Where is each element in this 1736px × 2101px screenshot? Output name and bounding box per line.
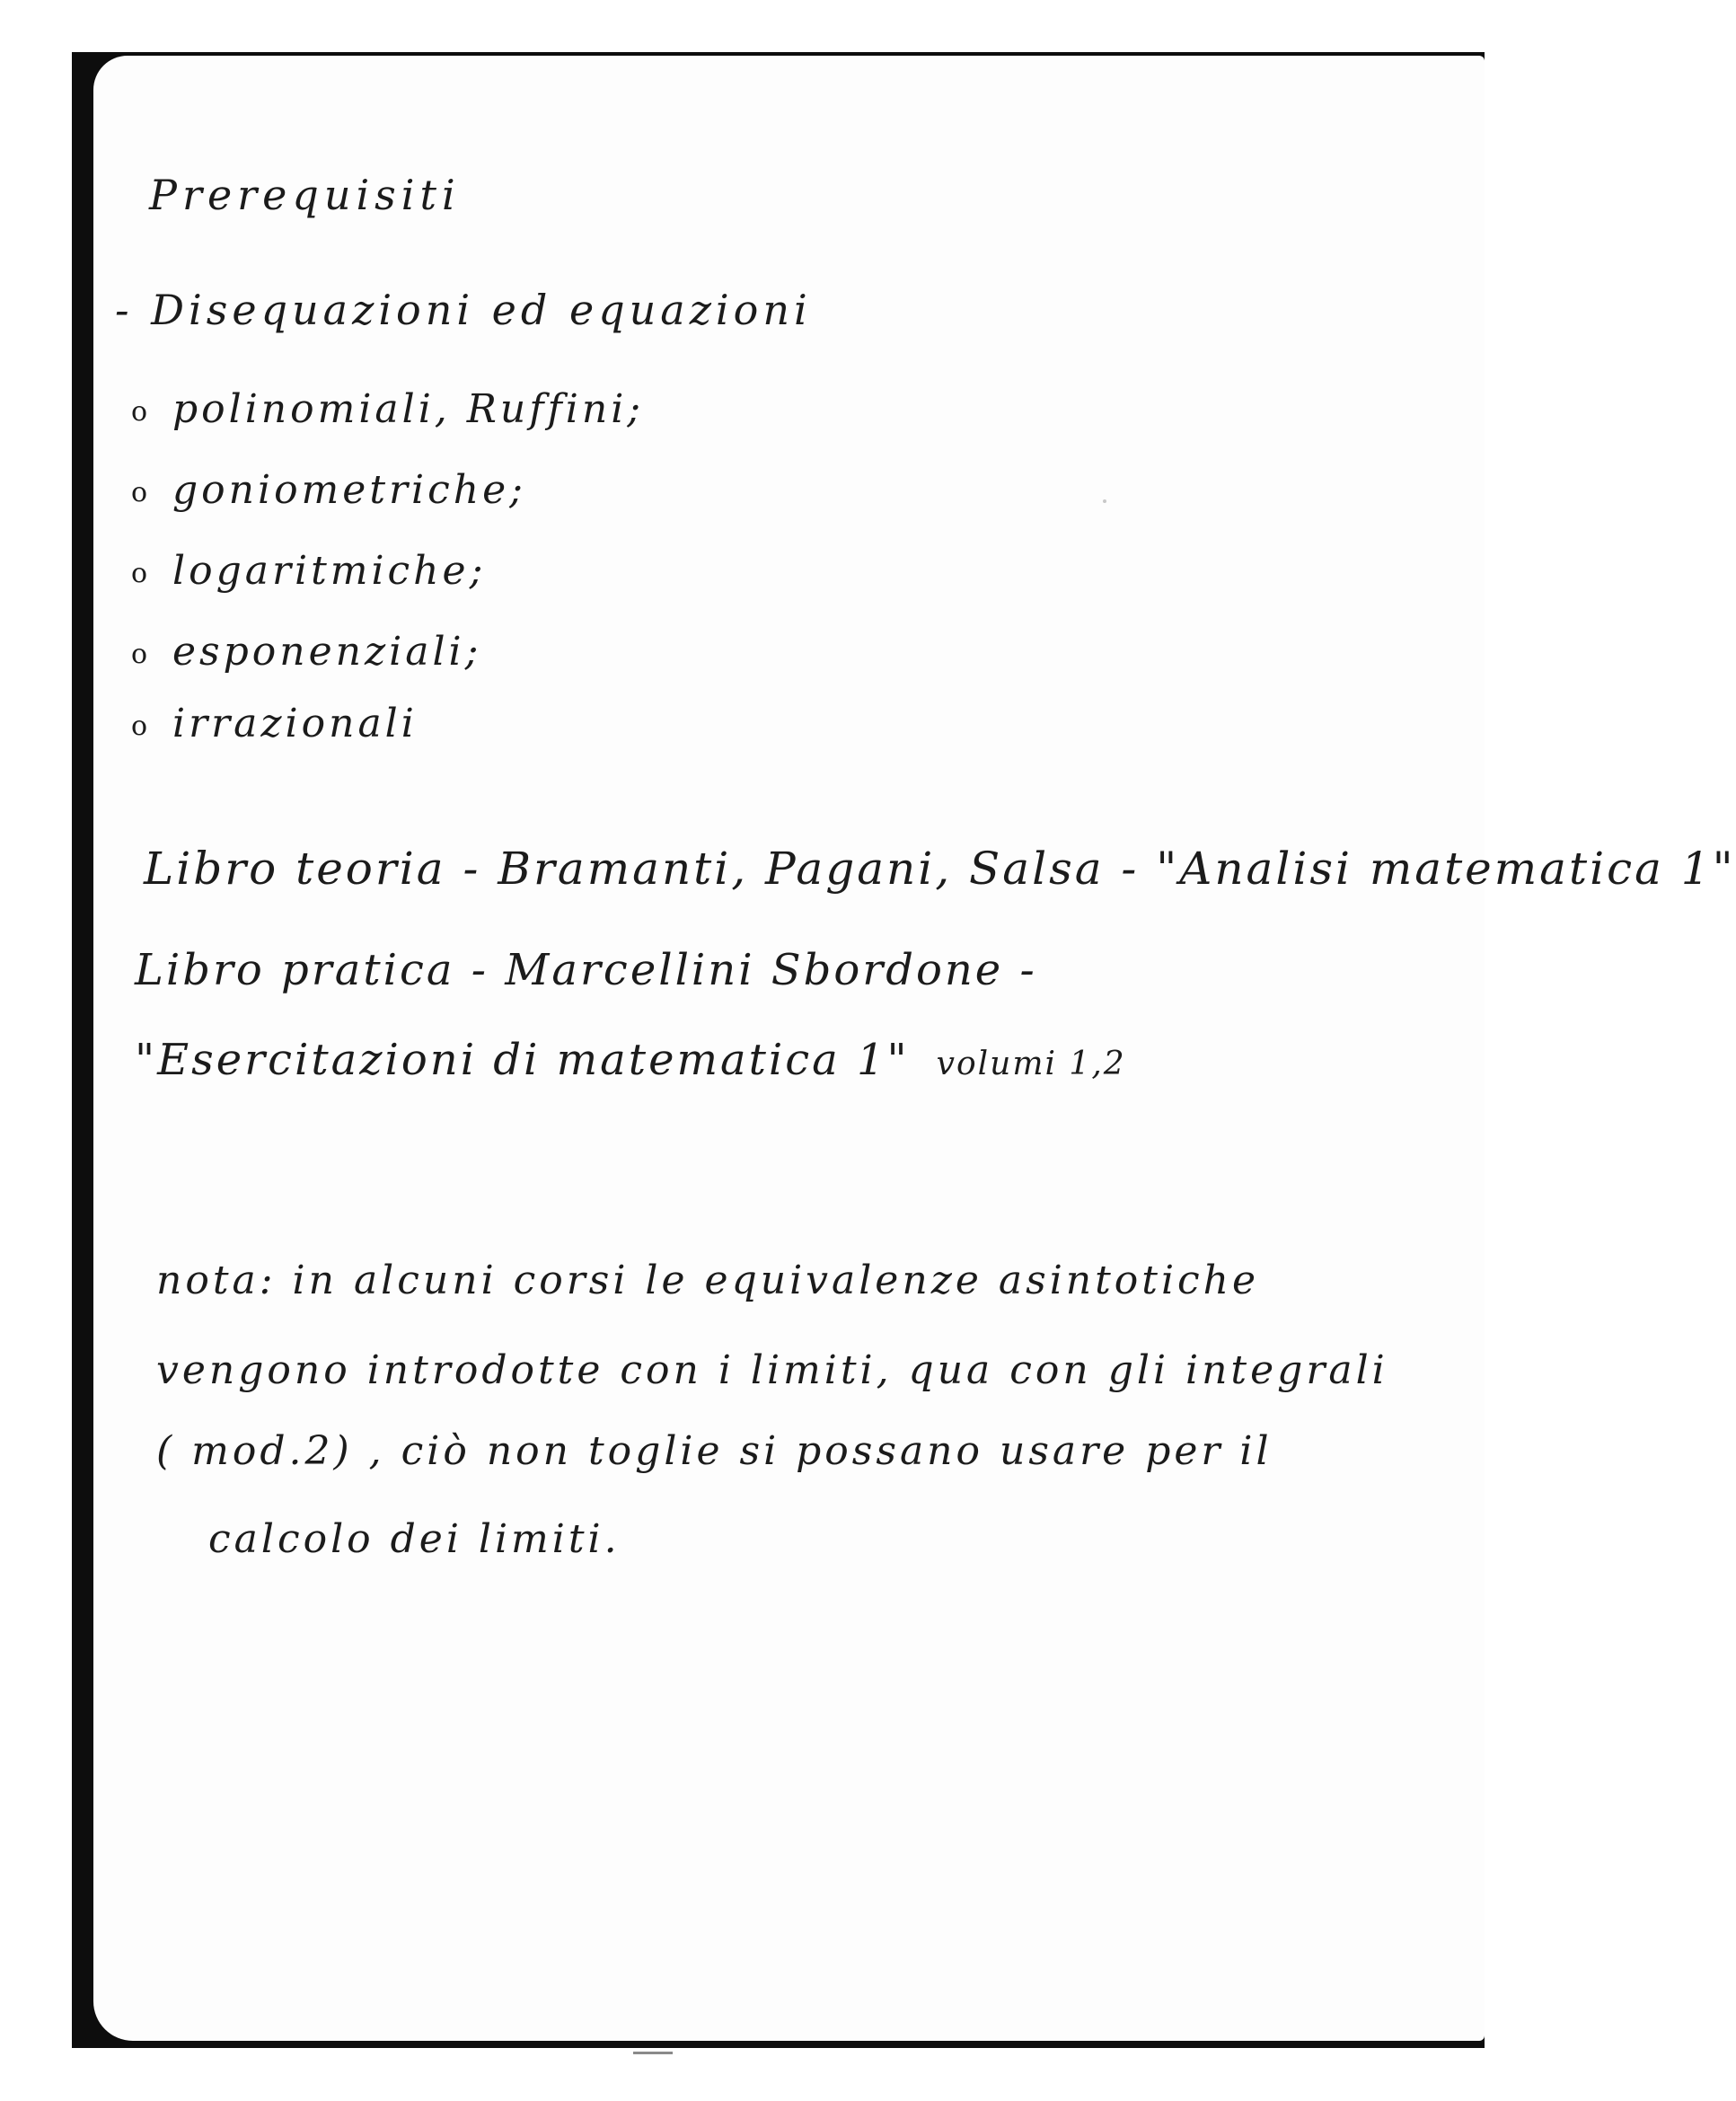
note-line: calcolo dei limiti.	[208, 1516, 621, 1562]
list-item	[131, 629, 481, 675]
bullet-circle-icon: o	[131, 558, 152, 589]
page-title: Prerequisiti	[149, 171, 461, 219]
practice-book-title-line	[135, 1035, 1126, 1085]
bullet-circle-icon: o	[131, 711, 152, 742]
list-item	[131, 467, 526, 513]
list-item	[131, 701, 418, 746]
list-item-text: polinomiali, Ruffini;	[172, 386, 645, 432]
list-item	[131, 548, 486, 594]
list-item	[131, 386, 644, 432]
bullet-circle-icon: o	[131, 477, 152, 508]
section-heading: - Disequazioni ed equazioni	[115, 286, 812, 334]
paper-speck	[1103, 499, 1106, 503]
list-item-text: goniometriche;	[172, 467, 526, 513]
practice-book-volumes: volumi 1,2	[936, 1046, 1126, 1082]
practice-book-title: "Esercitazioni di matematica 1"	[135, 1035, 910, 1085]
list-item-text: logaritmiche;	[172, 548, 487, 594]
note-line: ( mod.2) , ciò non toglie si possano usare per il	[156, 1428, 1273, 1474]
note-line: vengono introdotte con i limiti, qua con gli integrali	[156, 1347, 1388, 1393]
bullet-circle-icon: o	[131, 396, 152, 428]
practice-book-line: Libro pratica - Marcellini Sbordone -	[135, 945, 1037, 995]
scan-edge-mark	[633, 2052, 673, 2054]
list-item-text: esponenziali;	[172, 629, 482, 675]
bullet-circle-icon: o	[131, 639, 152, 670]
list-item-text: irrazionali	[172, 701, 418, 746]
theory-book-line: Libro teoria - Bramanti, Pagani, Salsa - "Analisi matematica 1"	[144, 843, 1736, 895]
note-line: nota: in alcuni corsi le equivalenze asintotiche	[156, 1258, 1260, 1303]
